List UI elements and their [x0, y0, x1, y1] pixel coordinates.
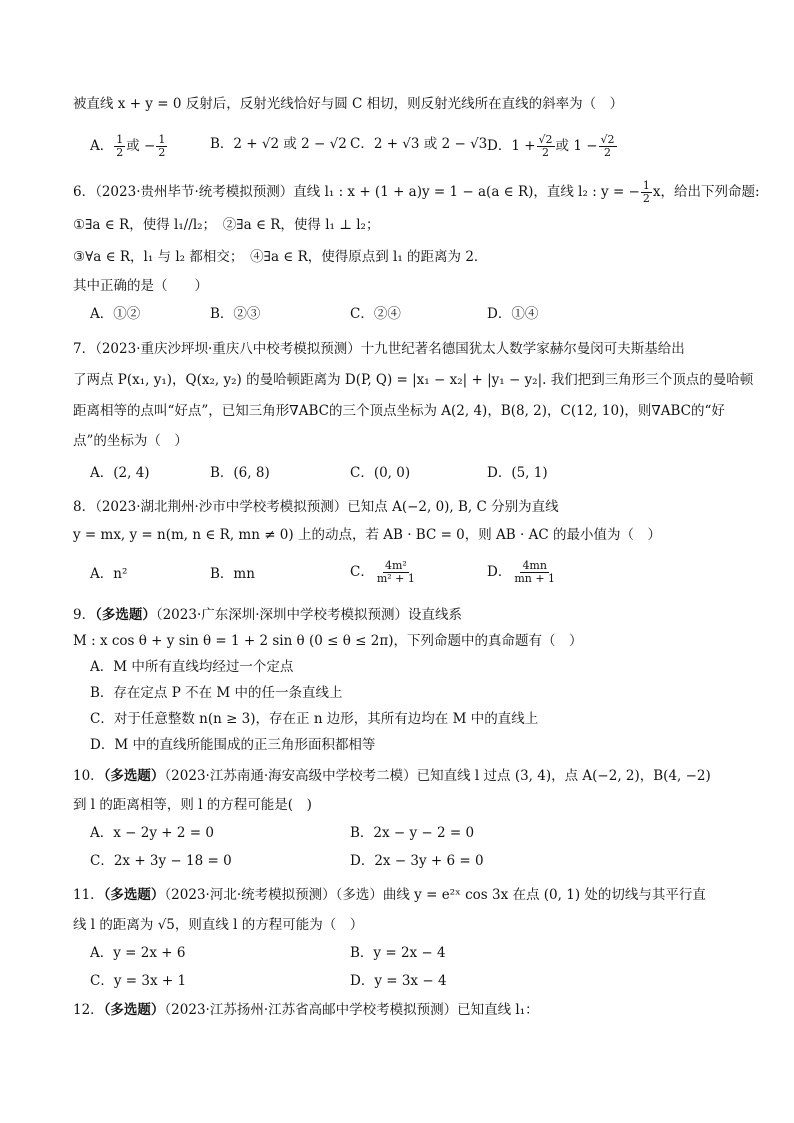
- q7-stem-line-1: 7．（2023·重庆沙坪坝·重庆八中校考模拟预测）十九世纪著名德国犹太人数学家赫尔曼闵可夫斯基给出: [73, 341, 685, 357]
- multi-choice-tag: （多选题）: [95, 607, 156, 623]
- q8-option-c[interactable]: C． $\frac{\text{4m²}}{\text{m² + 1}}$: [350, 559, 415, 585]
- q7-option-b[interactable]: B．(6, 8): [210, 465, 270, 481]
- q8-option-a[interactable]: A．n²: [90, 566, 128, 582]
- q7-stem-line-2: 了两点 P(x₁, y₁)，Q(x₂, y₂) 的曼哈顿距离为 D(P, Q) = |x₁ − x₂| + |y₁ − y₂|. 我们把到三角形三个顶点的曼哈顿: [73, 372, 754, 388]
- q11-option-a[interactable]: A．y = 2x + 6: [90, 945, 186, 961]
- q7-stem-line-4: 点”的坐标为（ ）: [73, 433, 188, 449]
- q12-stem-line-1: 12．（多选题）（2023·江苏扬州·江苏省高邮中学校考模拟预测）已知直线 l₁：: [73, 1002, 539, 1018]
- fraction: $\frac{4mn}{mn + 1}$: [514, 559, 556, 585]
- multi-choice-tag: （多选题）: [103, 768, 165, 784]
- q9-stem-line-2: M : x cos θ + y sin θ = 1 + 2 sin θ (0 ≤ θ ≤ 2π)，下列命题中的真命题有（ ）: [73, 633, 583, 649]
- q8-stem-line-2: y = mx, y = n(m, n ∈ R, mn ≠ 0) 上的动点，若 AB · BC = 0，则 AB · AC 的最小值为（ ）: [73, 527, 661, 543]
- q6-proposition-line-1: ①∃a ∈ R，使得 l₁//l₂； ②∃a ∈ R，使得 l₁ ⊥ l₂；: [73, 217, 380, 233]
- q5-stem: 被直线 x + y = 0 反射后，反射光线恰好与圆 C 相切，则反射光线所在直线的斜率为（ ）: [73, 96, 624, 112]
- fraction: $\frac{1}{2}$: [158, 133, 166, 159]
- q9-option-c[interactable]: C．对于任意整数 n(n ≥ 3)，存在正 n 边形，其所有边均在 M 中的直线上: [90, 711, 539, 727]
- q5-option-a[interactable]: A． $\frac{1}{2}$ 或 − $\frac{1}{2}$: [90, 133, 166, 159]
- multi-choice-tag: （多选题）: [103, 887, 165, 903]
- fraction: $\frac{√2}{2}$: [538, 133, 553, 159]
- q6-stem: 6．（2023·贵州毕节·统考模拟预测）直线 l₁ : x + (1 + a)y = 1 − a(a ∈ R)，直线 l₂ : y = − $\frac{1}{2}$ x，给出下列命题:: [73, 179, 760, 205]
- q10-stem-line-2: 到 l 的距离相等，则 l 的方程可能是( ): [73, 797, 312, 813]
- q11-option-b[interactable]: B．y = 2x − 4: [350, 945, 446, 961]
- q6-proposition-line-2: ③∀a ∈ R，l₁ 与 l₂ 都相交； ④∃a ∈ R，使得原点到 l₁ 的距离为 2．: [73, 249, 488, 265]
- multi-choice-tag: （多选题）: [103, 1002, 165, 1018]
- q11-stem-line-1: 11．（多选题）（2023·河北·统考模拟预测）（多选）曲线 y = e²ˣ cos 3x 在点 (0, 1) 处的切线与其平行直: [73, 887, 706, 903]
- q10-option-d[interactable]: D．2x − 3y + 6 = 0: [350, 853, 484, 869]
- q5-option-c[interactable]: C．2 + √3 或 2 − √3: [350, 136, 488, 152]
- q10-option-a[interactable]: A．x − 2y + 2 = 0: [90, 825, 214, 841]
- q7-option-d[interactable]: D．(5, 1): [487, 465, 548, 481]
- q11-option-d[interactable]: D．y = 3x − 4: [350, 973, 447, 989]
- q11-stem-line-2: 线 l 的距离为 √5，则直线 l 的方程可能为（ ）: [73, 917, 364, 933]
- q9-stem-line-1: 9．（多选题）（2023·广东深圳·深圳中学校考模拟预测）设直线系: [73, 607, 463, 623]
- q5-option-b[interactable]: B．2 + √2 或 2 − √2: [210, 136, 347, 152]
- q11-option-c[interactable]: C．y = 3x + 1: [90, 973, 187, 989]
- q10-option-c[interactable]: C．2x + 3y − 18 = 0: [90, 853, 232, 869]
- q5-option-d[interactable]: D．1 + $\frac{√2}{2}$ 或 1 − $\frac{√2}{2}$: [487, 133, 615, 159]
- q8-stem-line-1: 8．（2023·湖北荆州·沙市中学校考模拟预测）已知点 A(−2, 0), B, C 分别为直线: [73, 499, 559, 515]
- q7-option-a[interactable]: A．(2, 4): [90, 465, 150, 481]
- q6-ask: 其中正确的是（ ）: [73, 278, 208, 294]
- fraction: $\frac{\text{4m²}}{\text{m² + 1}}$: [376, 559, 415, 585]
- q6-option-d[interactable]: D．①④: [487, 306, 539, 322]
- q9-option-a[interactable]: A．M 中所有直线均经过一个定点: [90, 659, 294, 675]
- q9-option-d[interactable]: D．M 中的直线所能围成的正三角形面积都相等: [90, 737, 376, 753]
- q10-option-b[interactable]: B．2x − y − 2 = 0: [350, 825, 475, 841]
- q7-stem-line-3: 距离相等的点叫“好点”，已知三角形∇ABC的三个顶点坐标为 A(2, 4)，B(8, 2)，C(12, 10)，则∇ABC的“好: [73, 403, 725, 419]
- fraction: $\frac{1}{2}$: [116, 133, 124, 159]
- q9-option-b[interactable]: B．存在定点 P 不在 M 中的任一条直线上: [90, 685, 343, 701]
- q8-option-b[interactable]: B．mn: [210, 566, 255, 582]
- q6-option-b[interactable]: B．②③: [210, 306, 261, 322]
- q6-option-a[interactable]: A．①②: [90, 306, 141, 322]
- q8-option-d[interactable]: D． $\frac{4mn}{mn + 1}$: [487, 559, 556, 585]
- q7-option-c[interactable]: C．(0, 0): [350, 465, 411, 481]
- q6-option-c[interactable]: C．②④: [350, 306, 401, 322]
- fraction: $\frac{√2}{2}$: [600, 133, 615, 159]
- fraction: $\frac{1}{2}$: [642, 179, 650, 205]
- q10-stem-line-1: 10．（多选题）（2023·江苏南通·海安高级中学校考二模）已知直线 l 过点 (3, 4)，点 A(−2, 2)，B(4, −2): [73, 768, 711, 784]
